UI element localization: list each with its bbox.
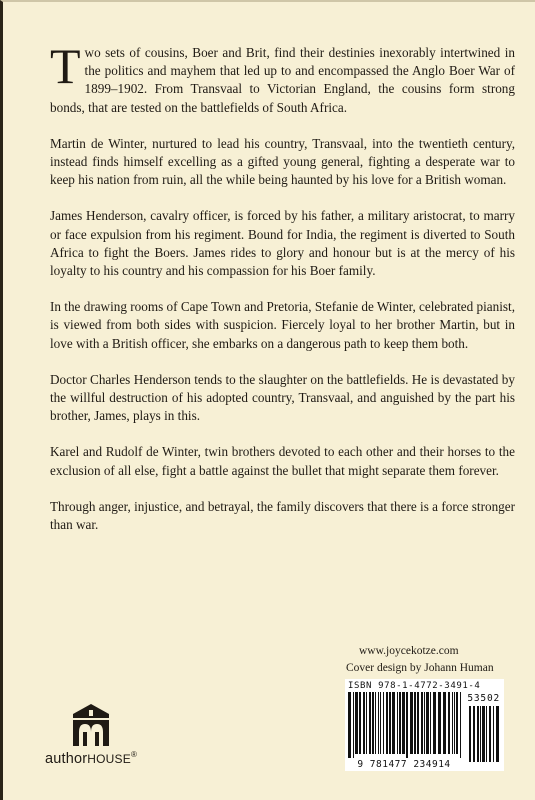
drop-cap: T bbox=[50, 38, 81, 94]
blurb-paragraph-5: Doctor Charles Henderson tends to the slaughter on the battlefields. He is devastated by the willful destruction of his adopted country, Transvaal, and anguished by the part his brother, James, plays in this. bbox=[50, 371, 515, 424]
barcode-bar bbox=[486, 706, 487, 762]
blurb-paragraph-6: Karel and Rudolf de Winter, twin brothers devoted to each other and their horses to the exclusion of all else, fight a battle against the bullet that might separate them forever. bbox=[50, 444, 515, 478]
blurb-paragraph-1 bbox=[50, 38, 515, 117]
barcode-bar bbox=[433, 692, 436, 754]
barcode-bar bbox=[489, 706, 491, 762]
barcode-bar bbox=[460, 692, 461, 758]
ean-barcode-bars bbox=[348, 692, 464, 758]
barcode-bar bbox=[348, 692, 351, 758]
barcode-bar bbox=[452, 692, 453, 754]
barcode-bar bbox=[443, 692, 446, 754]
publisher-name-suffix: HOUSE bbox=[87, 751, 131, 766]
blurb-paragraph-1-text: wo sets of cousins, Boer and Brit, find their destinies inexorably intertwined in the politics and mayhem that led up to and encompassed the Anglo Boer War of 1899–1902. From Transvaal to Victorian England, the cousins form strong bonds, that are tested on the battlefields of South Africa. bbox=[50, 45, 515, 115]
barcode-bar bbox=[397, 692, 398, 754]
publisher-logo bbox=[41, 702, 141, 767]
isbn-label: ISBN 978-1-4772-3491-4 bbox=[348, 681, 481, 691]
isbn-barcode bbox=[345, 679, 504, 771]
barcode-bar bbox=[473, 706, 475, 762]
barcode-bar bbox=[389, 692, 391, 754]
barcode-bar bbox=[375, 692, 376, 754]
blurb-paragraph-7: Through anger, injustice, and betrayal, the family discovers that there is a force stronger than war. bbox=[50, 498, 515, 533]
barcode-bar bbox=[469, 706, 471, 762]
trademark-symbol: ® bbox=[130, 750, 138, 759]
barcode-bar bbox=[438, 692, 441, 754]
barcode-bar bbox=[417, 692, 419, 754]
price-code: 53502 bbox=[467, 693, 500, 704]
barcode-bar bbox=[424, 692, 425, 754]
addon-barcode-bars bbox=[469, 706, 501, 766]
barcode-bar bbox=[380, 692, 381, 754]
barcode-bar bbox=[378, 692, 379, 754]
barcode-bar bbox=[386, 692, 388, 754]
barcode-bar bbox=[426, 692, 429, 754]
barcode-bar bbox=[410, 692, 413, 754]
barcode-bar bbox=[482, 706, 485, 762]
blurb-paragraph-3: James Henderson, cavalry officer, is forced by his father, a military aristocrat, to marry or face expulsion from his regiment. Bound for India, the regiment is diverted to South Africa to fight the Boers. James rides to glory and honour but is at the mercy of his loyalty to his country and his compassion for his Boer family. bbox=[50, 208, 515, 279]
barcode-bar bbox=[369, 692, 371, 754]
barcode-bar bbox=[430, 692, 431, 754]
barcode-bar bbox=[480, 706, 481, 762]
barcode-bar bbox=[421, 692, 423, 754]
barcode-bar bbox=[477, 706, 479, 762]
author-website[interactable]: www.joycekotze.com bbox=[359, 645, 459, 657]
barcode-bar bbox=[496, 706, 499, 762]
publisher-name bbox=[41, 750, 141, 767]
blurb-paragraph-4: In the drawing rooms of Cape Town and Pretoria, Stefanie de Winter, celebrated pianist, is viewed from both sides with suspicion. Fiercely loyal to her brother Martin, but in love with a British officer, she embarks on a dangerous path to keep them both. bbox=[50, 299, 515, 351]
barcode-bar bbox=[493, 706, 494, 762]
barcode-bar bbox=[454, 692, 455, 754]
barcode-bar bbox=[414, 692, 416, 754]
barcode-bar bbox=[456, 692, 458, 754]
publisher-name-prefix: author bbox=[44, 750, 88, 767]
barcode-bar bbox=[392, 692, 395, 754]
barcode-bar bbox=[366, 692, 367, 754]
barcode-bar bbox=[372, 692, 374, 754]
barcode-bar bbox=[383, 692, 384, 754]
barcode-bar bbox=[359, 692, 361, 754]
barcode-bar bbox=[355, 692, 358, 754]
blurb-text bbox=[50, 38, 515, 552]
barcode-bar bbox=[399, 692, 401, 754]
barcode-bar bbox=[353, 692, 354, 758]
barcode-bar bbox=[448, 692, 450, 754]
authorhouse-arch-logo-icon bbox=[69, 702, 113, 748]
barcode-number: 9 781477 234914 bbox=[357, 759, 451, 770]
blurb-paragraph-2: Martin de Winter, nurtured to lead his country, Transvaal, into the twentieth century, instead finds himself excelling as a gifted young general, fighting a desperate war to keep his nation from ruin, all the while being haunted by his love for a British woman. bbox=[50, 135, 515, 188]
barcode-bar bbox=[406, 692, 408, 758]
barcode-bar bbox=[402, 692, 405, 754]
cover-design-credit: Cover design by Johann Human bbox=[346, 662, 494, 674]
barcode-bar bbox=[363, 692, 365, 754]
